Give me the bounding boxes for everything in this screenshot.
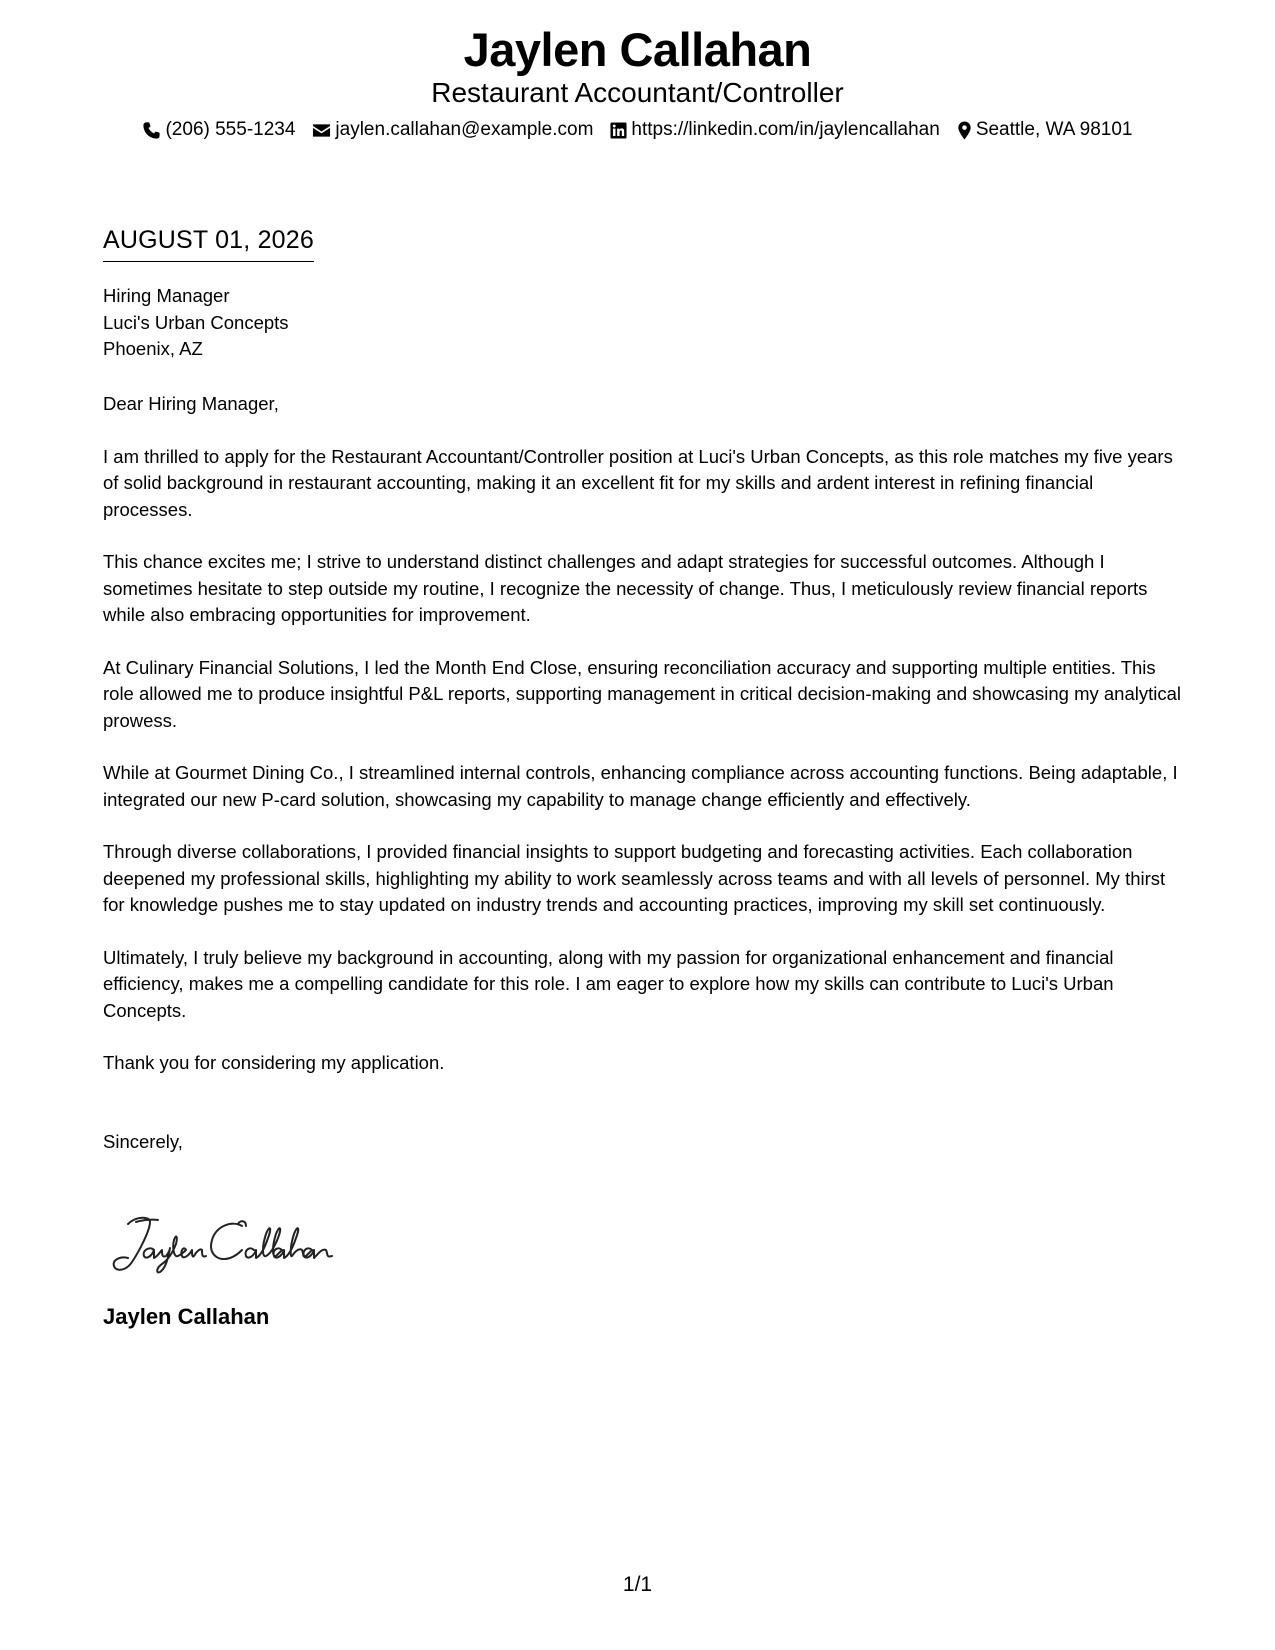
letterhead [0,22,1275,142]
body-paragraph: I am thrilled to apply for the Restaurant Accountant/Controller position at Luci's Urban Concepts, as this role matches my five years of solid background in restaurant accounting, making it an excellent fit for my skills and ardent interest in refining financial processes. [103,445,1173,520]
recipient-block [103,283,289,363]
thank-you-line: Thank you for considering my application. [103,1052,445,1073]
body-paragraph: This chance excites me; I strive to understand distinct challenges and adapt strategies for successful outcomes. Although I sometimes hesitate to step outside my routine, I recognize the necessity of change. Thus, I meticulously review financial reports while also embracing opportunities for improvement. [103,551,1148,625]
recipient-company: Luci's Urban Concepts [103,311,289,333]
closing: Sincerely, [103,1130,183,1152]
letter-date: AUGUST 01, 2026 [103,225,314,262]
body-paragraph: Through diverse collaborations, I provided financial insights to support budgeting and forecasting activities. Each collaboration deepened my professional skills, highlighting my ability to work seamlessly across teams and with all levels of personnel. My thirst for knowledge pushes me to stay updated on industry trends and accounting practices, improving my skill set continuously. [103,841,1166,915]
recipient-line: Hiring Manager [103,285,230,306]
job-title: Restaurant Accountant/Controller [431,77,844,108]
contact-email[interactable] [312,118,593,142]
handwritten-signature [106,1210,366,1283]
signer-name: Jaylen Callahan [103,1304,270,1329]
linkedin-icon [610,122,627,139]
phone-text: (206) 555-1234 [165,119,296,140]
letter-body [103,391,1183,1181]
applicant-name: Jaylen Callahan [463,23,812,76]
body-paragraph: At Culinary Financial Solutions, I led the Month End Close, ensuring reconciliation accuracy and supporting multiple entities. This role allowed me to produce insightful P&L reports, supporting management in critical decision-making and showcasing my analytical prowess. [103,656,1182,731]
body-paragraph: While at Gourmet Dining Co., I streamlined internal controls, enhancing compliance across accounting functions. Being adaptable, I integrated our new P-card solution, showcasing my capability to manage change efficiently and effectively. [103,762,1178,810]
envelope-icon [312,122,331,139]
page-number: 1/1 [622,1573,653,1596]
map-pin-icon [957,121,972,140]
salutation: Dear Hiring Manager, [103,393,279,414]
linkedin-link[interactable]: https://linkedin.com/in/jaylencallahan [631,119,940,140]
body-paragraph: Ultimately, I truly believe my background in accounting, along with my passion for organizational enhancement and financial efficiency, makes me a compelling candidate for this role. I am eager to explore how my skills can contribute to Luci's Urban Concepts. [103,946,1114,1021]
recipient-location: Phoenix, AZ [103,338,203,359]
email-link[interactable]: jaylen.callahan@example.com [335,119,594,140]
contact-location [957,118,1133,142]
contact-linkedin[interactable] [610,118,939,142]
location-text: Seattle, WA 98101 [975,119,1133,140]
phone-icon [142,121,161,140]
contact-phone [142,118,295,142]
contact-bar [0,118,1275,142]
